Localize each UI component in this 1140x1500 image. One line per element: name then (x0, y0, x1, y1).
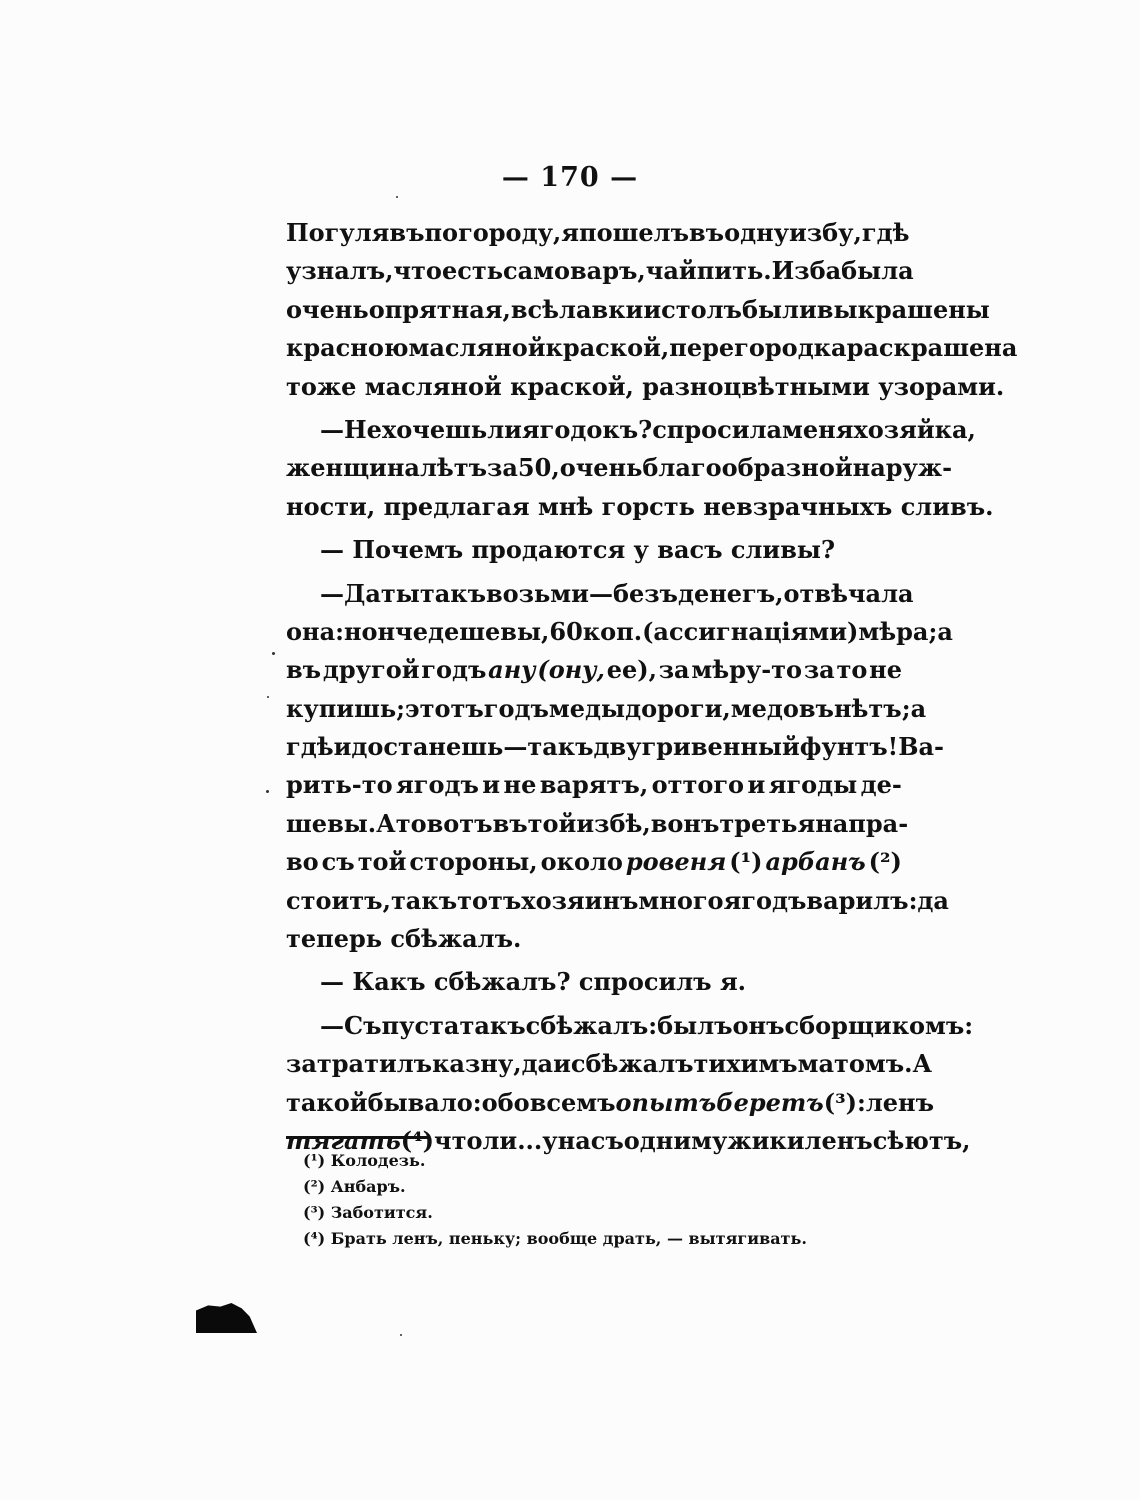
word: ровеня (625, 847, 727, 877)
word: наруж- (852, 453, 953, 483)
speck (267, 696, 269, 698)
footnote: (⁴) Брать ленъ, пеньку; вообще драть, — вытягивать. (303, 1229, 807, 1248)
text-line (286, 843, 902, 881)
word: чай (645, 256, 697, 286)
word: такъ (390, 885, 458, 915)
text-line (286, 1084, 935, 1122)
word: я (561, 218, 580, 247)
word: А (912, 1049, 933, 1079)
word: третья (719, 808, 816, 838)
word: годъ (483, 693, 549, 723)
text-line (286, 252, 914, 290)
word: были (741, 294, 817, 324)
word: ягодъ (723, 885, 807, 915)
word: такой (286, 1087, 368, 1117)
ink-blot (196, 1303, 257, 1333)
word: хозяинъ (521, 885, 639, 915)
word: ее), (606, 655, 657, 685)
word: гдѣ (861, 218, 910, 247)
footnote-rule (286, 1136, 428, 1139)
word: затратилъ (286, 1049, 433, 1079)
word: ягодъ (396, 770, 479, 800)
word: казну, (432, 1049, 522, 1079)
word: этотъ (405, 693, 484, 723)
word: что (434, 1125, 483, 1155)
word: мѣра; (858, 616, 938, 646)
word: двугривенный (593, 732, 800, 762)
word: то (395, 808, 427, 838)
word: столъ (661, 294, 742, 324)
word: безъ (612, 578, 678, 608)
word: ли... (482, 1125, 543, 1155)
word: одну (724, 218, 790, 247)
word: (ону, (537, 655, 605, 685)
word: нѣтъ; (833, 693, 911, 723)
word: — (588, 578, 613, 608)
word: то (836, 655, 868, 685)
word: дороги, (625, 693, 731, 723)
word: во (286, 847, 319, 877)
word: не (503, 770, 537, 800)
word: избу, (789, 218, 862, 247)
word: — (503, 732, 528, 762)
text-line (286, 411, 976, 449)
word: тотъ (457, 885, 522, 915)
word: варятъ, (539, 770, 649, 800)
word: вотъ (426, 808, 493, 838)
word: краской, (545, 333, 670, 363)
word: и (553, 1049, 571, 1079)
word: Не (344, 414, 382, 444)
text-line (286, 963, 902, 1001)
word: а (910, 693, 927, 723)
word: за (658, 655, 690, 685)
word: что (393, 256, 442, 286)
word: — (320, 578, 344, 608)
word: да (917, 885, 949, 915)
word: ягодокъ? (521, 414, 653, 444)
word: рить-то (286, 770, 393, 800)
word: ленъ (804, 1125, 873, 1155)
word: сбѣжалъ: (525, 1010, 658, 1040)
word: выкрашены (816, 294, 990, 324)
word: опытъ (615, 1087, 717, 1117)
word: ли (487, 414, 522, 444)
word: — Почемъ продаются у васъ сливы? (320, 535, 836, 565)
word: мѣру-то (691, 655, 803, 685)
word: медовъ (730, 693, 834, 723)
word: всемъ (529, 1087, 616, 1117)
word: (ассигнаціями) (642, 616, 859, 646)
word: вонъ (650, 808, 720, 838)
word: въ (492, 808, 528, 838)
footnotes (303, 1148, 807, 1252)
word: той (527, 808, 577, 838)
word: пуста (381, 1010, 460, 1040)
word: сборщикомъ: (784, 1010, 974, 1040)
word: по (424, 218, 459, 247)
word: ности, предлагая мнѣ горсть невзрачныхъ сливъ. (286, 491, 994, 521)
word: (⁴) (400, 1125, 435, 1155)
word: за (803, 655, 835, 685)
word: перегородка (669, 333, 847, 363)
word: и (333, 732, 352, 762)
word: де- (860, 770, 902, 800)
text-line (286, 920, 902, 958)
word: около (540, 847, 623, 877)
text-line (286, 214, 910, 252)
word: онъ (732, 1010, 785, 1040)
speck (396, 196, 398, 198)
word: хочешь (381, 414, 488, 444)
word: ты (380, 578, 420, 608)
word: и (747, 770, 766, 800)
word: въ (286, 655, 322, 685)
text-line (286, 1045, 933, 1083)
word: ленъ (865, 1087, 935, 1117)
word: тоже масляной краской, разноцвѣтными узорами. (286, 371, 1005, 401)
text-line (286, 1007, 974, 1045)
word: много (638, 885, 724, 915)
word: меня (782, 414, 854, 444)
word: такъ (527, 732, 594, 762)
word: беретъ (716, 1087, 824, 1117)
text-line (286, 651, 902, 689)
word: напра- (815, 808, 909, 838)
word: матомъ. (797, 1049, 913, 1079)
word: 60 (549, 616, 583, 646)
word: фунтъ! (799, 732, 899, 762)
word: раскрашена (846, 333, 1018, 363)
text-line (286, 368, 1005, 406)
word: да (521, 1049, 554, 1079)
word: — Какъ сбѣжалъ? спросилъ я. (320, 967, 747, 997)
word: (³): (823, 1087, 866, 1117)
text-line (286, 728, 944, 766)
word: въ (688, 218, 725, 247)
word: Да (344, 578, 381, 608)
word: есть (441, 256, 503, 286)
word: годъ (421, 655, 487, 685)
word: стороны, (409, 847, 538, 877)
word: лавки (559, 294, 644, 324)
word: достанешь (351, 732, 504, 762)
word: Съ (344, 1010, 382, 1040)
word: мужики (691, 1125, 805, 1155)
word: А (376, 808, 396, 838)
text-line (286, 291, 990, 329)
word: самоваръ, (502, 256, 646, 286)
word: пошелъ (579, 218, 689, 247)
word: Ва- (898, 732, 944, 762)
text-line (286, 449, 953, 487)
text-line (286, 882, 949, 920)
word: купишь; (286, 693, 406, 723)
word: всѣ (510, 294, 560, 324)
word: такъ (459, 1010, 526, 1040)
word: одни (623, 1125, 692, 1155)
speck (272, 652, 275, 655)
speck (400, 1334, 402, 1336)
text-line (286, 575, 914, 613)
word: арбанъ (765, 847, 866, 877)
word: другой (322, 655, 420, 685)
footnote: (³) Заботится. (303, 1203, 433, 1222)
word: теперь сбѣжалъ. (286, 924, 522, 954)
word: тихимъ (693, 1049, 798, 1079)
word: былъ (657, 1010, 733, 1040)
word: узналъ, (286, 256, 394, 286)
word: гдѣ (286, 732, 334, 762)
word: за (487, 453, 518, 483)
word: а (937, 616, 953, 646)
word: была (841, 256, 914, 286)
word: оттого (651, 770, 745, 800)
word: благообразной (642, 453, 853, 483)
word: хозяйка, (853, 414, 976, 444)
word: опрятная, (368, 294, 511, 324)
word: очень (559, 453, 643, 483)
text-line (286, 329, 1018, 367)
word: обо (481, 1087, 530, 1117)
word: 50, (517, 453, 560, 483)
text-line (286, 805, 909, 843)
text-line (286, 613, 953, 651)
speck (266, 790, 269, 793)
word: Изба (771, 256, 842, 286)
text-line (286, 531, 902, 569)
word: красною (286, 333, 409, 363)
word: варилъ: (806, 885, 918, 915)
text-line (286, 690, 927, 728)
word: спросила (652, 414, 783, 444)
word: ягоды (768, 770, 858, 800)
word: лѣтъ (419, 453, 488, 483)
word: и (643, 294, 662, 324)
word: меды (548, 693, 626, 723)
word: сѣютъ, (872, 1125, 971, 1155)
word: Погулявъ (286, 218, 425, 247)
word: стоитъ, (286, 885, 391, 915)
word: очень (286, 294, 369, 324)
word: (²) (868, 847, 902, 877)
word: той (357, 847, 407, 877)
footnote: (²) Анбаръ. (303, 1177, 406, 1196)
page-number: — 170 — (501, 162, 639, 193)
text-line (286, 488, 994, 526)
word: она: (286, 616, 344, 646)
word: ану (488, 655, 536, 685)
word: (¹) (729, 847, 763, 877)
body-text (286, 214, 1018, 1160)
word: нонче (343, 616, 428, 646)
word: избѣ, (576, 808, 651, 838)
word: и (482, 770, 501, 800)
word: возьми (486, 578, 589, 608)
footnote: (¹) Колодезь. (303, 1151, 426, 1170)
word: бывало: (367, 1087, 482, 1117)
word: съ (321, 847, 355, 877)
word: женщина (286, 453, 420, 483)
word: сбѣжалъ (570, 1049, 694, 1079)
word: у (542, 1125, 558, 1155)
text-line (286, 766, 902, 804)
word: — (320, 414, 344, 444)
word: пить. (696, 256, 772, 286)
word: не (869, 655, 902, 685)
word: дешевы, (427, 616, 550, 646)
word: отвѣчала (783, 578, 914, 608)
word: масляной (408, 333, 546, 363)
word: городу, (458, 218, 562, 247)
word: коп. (582, 616, 643, 646)
word: — (320, 1010, 344, 1040)
word: денегъ, (677, 578, 784, 608)
word: шевы. (286, 808, 377, 838)
word: тягать (286, 1125, 401, 1155)
word: такъ (419, 578, 486, 608)
word: насъ (557, 1125, 624, 1155)
